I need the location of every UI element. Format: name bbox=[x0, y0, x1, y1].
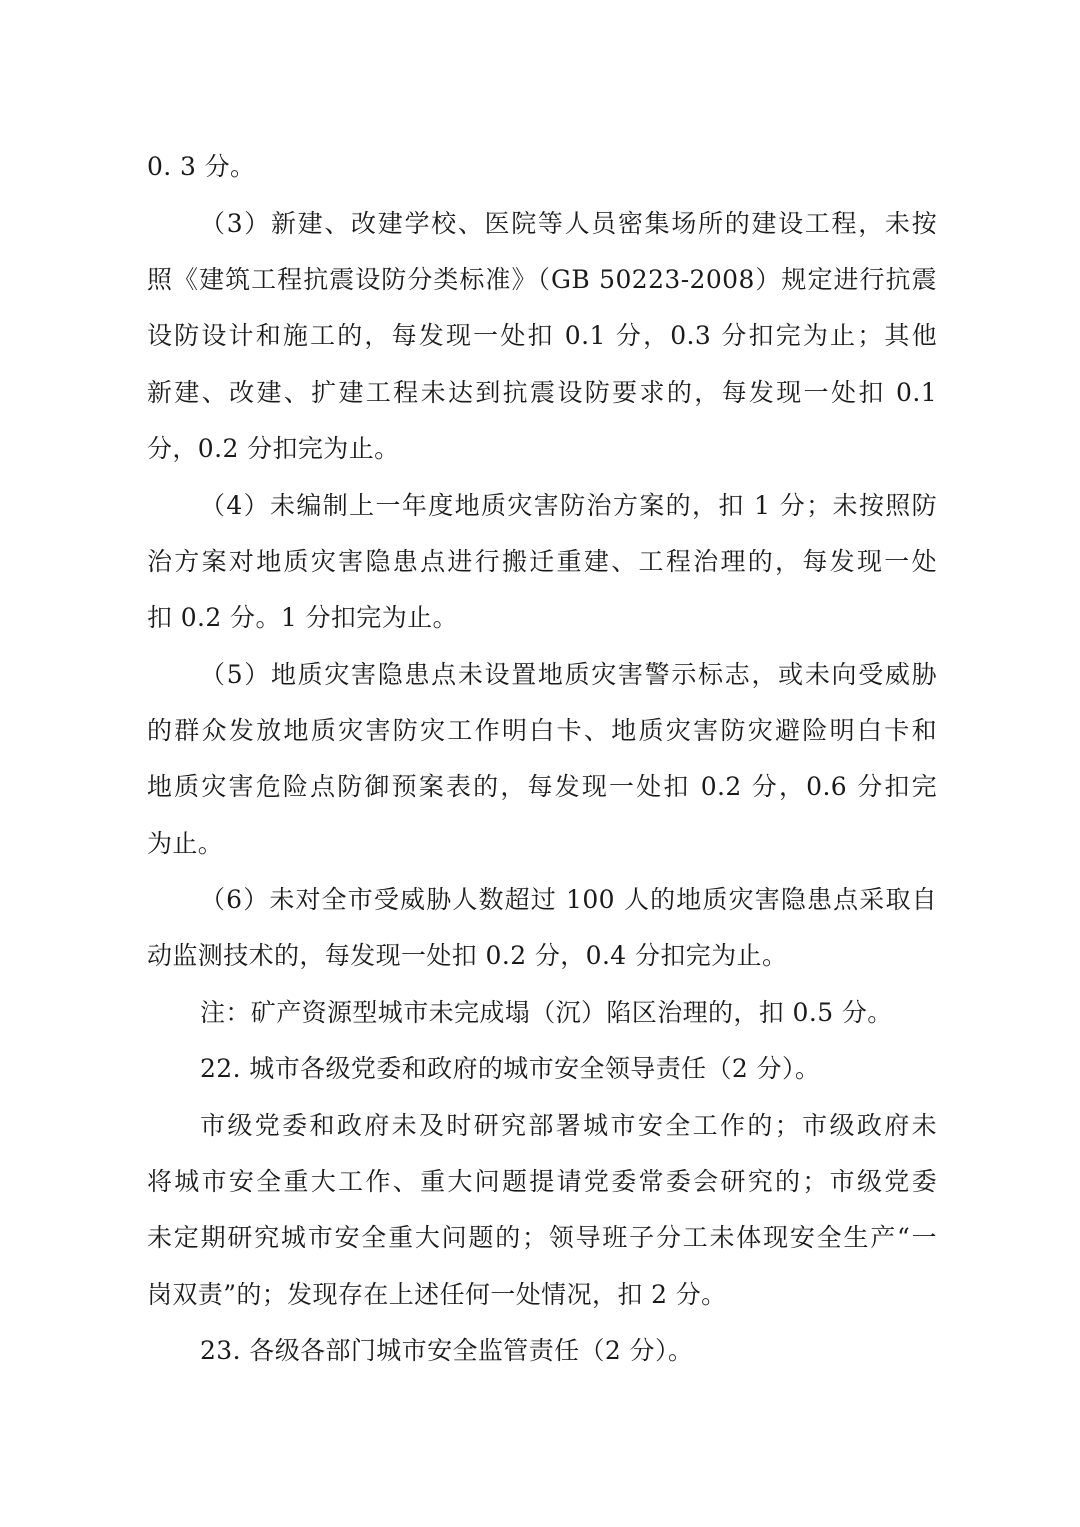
paragraph-3-line: （3）新建、改建学校、医院等人员密集场所的建设工程，未按 bbox=[200, 209, 937, 238]
paragraph-5-line: （5）地质灾害隐患点未设置地质灾害警示标志，或未向受威胁 bbox=[200, 660, 937, 689]
text-line: 分，0.2 分扣完为止。 bbox=[147, 434, 400, 463]
text-line: 岗双责”的；发现存在上述任何一处情况，扣 2 分。 bbox=[147, 1280, 727, 1309]
text-line: 照《建筑工程抗震设防分类标准》（GB 50223-2008）规定进行抗震 bbox=[147, 265, 937, 294]
text-line: 地质灾害危险点防御预案表的，每发现一处扣 0.2 分，0.6 分扣完 bbox=[147, 772, 937, 801]
text-line: 扣 0.2 分。1 分扣完为止。 bbox=[147, 603, 458, 632]
text-line: 将城市安全重大工作、重大问题提请党委常委会研究的；市级党委 bbox=[147, 1167, 937, 1196]
text-line: 动监测技术的，每发现一处扣 0.2 分，0.4 分扣完为止。 bbox=[147, 941, 788, 970]
section-22-heading: 22. 城市各级党委和政府的城市安全领导责任（2 分）。 bbox=[200, 1054, 821, 1083]
section-23-heading: 23. 各级各部门城市安全监管责任（2 分）。 bbox=[200, 1336, 694, 1365]
paragraph-4-line: （4）未编制上一年度地质灾害防治方案的，扣 1 分；未按照防 bbox=[200, 491, 937, 520]
text-line: 新建、改建、扩建工程未达到抗震设防要求的，每发现一处扣 0.1 bbox=[147, 378, 937, 407]
note-line: 注：矿产资源型城市未完成塌（沉）陷区治理的，扣 0.5 分。 bbox=[200, 998, 893, 1027]
section-22-paragraph-line: 市级党委和政府未及时研究部署城市安全工作的；市级政府未 bbox=[200, 1111, 937, 1140]
text-line: 未定期研究城市安全重大问题的；领导班子分工未体现安全生产“一 bbox=[147, 1223, 937, 1252]
text-line: 设防设计和施工的，每发现一处扣 0.1 分，0.3 分扣完为止；其他 bbox=[147, 321, 937, 350]
text-line: 为止。 bbox=[147, 829, 224, 858]
text-line: 的群众发放地质灾害防灾工作明白卡、地质灾害防灾避险明白卡和 bbox=[147, 716, 937, 745]
paragraph-6-line: （6）未对全市受威胁人数超过 100 人的地质灾害隐患点采取自 bbox=[200, 885, 937, 914]
text-line: 治方案对地质灾害隐患点进行搬迁重建、工程治理的，每发现一处 bbox=[147, 547, 937, 576]
text-line: 0. 3 分。 bbox=[147, 152, 256, 181]
